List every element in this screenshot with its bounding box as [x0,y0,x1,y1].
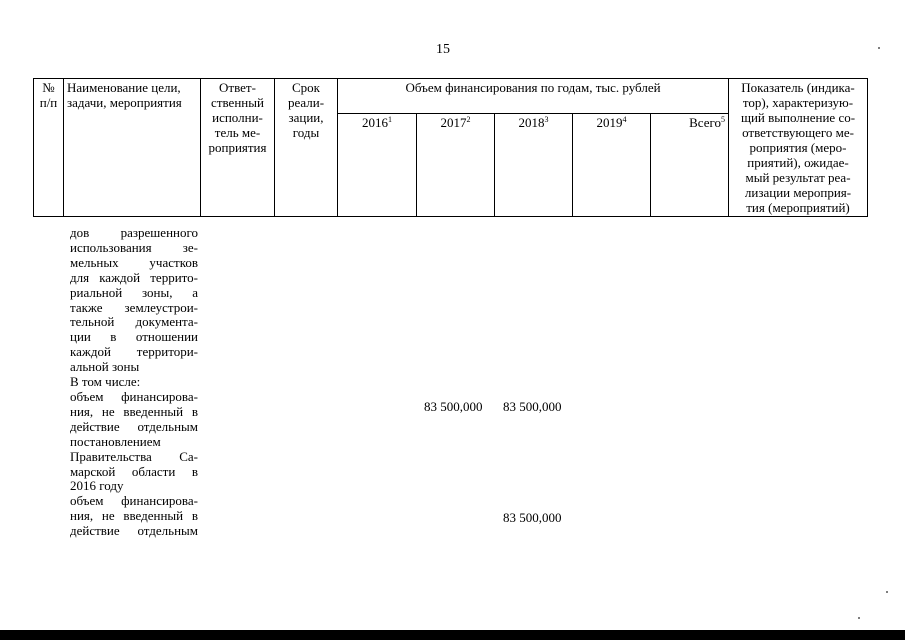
header-indicator: Показатель (индика- тор), характеризую- щий выполнение со- ответствующего ме- роприятия (меро- приятий), ожидае- мый результат реа- лизации мероприя- тия (мероприятий) [729,79,868,217]
header-year-2019: 2019$^4$ [573,114,651,217]
description-line: альной зоны [70,359,140,375]
header-year-2017: 2017$^2$ [417,114,495,217]
description-line: Правительства Са- [70,448,198,464]
scan-border [0,630,905,640]
description-line: тельной документа- [70,314,198,330]
description-line: объем финансирова- [70,388,198,404]
description-line: также землеустрои- [70,299,198,315]
description-line: мельных участков [70,254,198,270]
description-line: использования зе- [70,239,198,255]
header-funding: Объем финансирования по годам, тыс. рублей [338,79,729,114]
description-line: для каждой террито- [70,269,198,285]
description-line: марской области в [70,463,198,479]
page-number: 15 [436,42,450,57]
description-line: 2016 году [70,478,124,494]
scan-speck [878,47,880,49]
scan-speck [858,617,860,619]
header-year-2016: 2016$^1$ [338,114,417,217]
description-line: действие отдельным [70,418,198,434]
header-responsible: Ответ- ственный исполни- тель ме- роприятия [201,79,275,217]
description-line: ции в отношении [70,329,198,345]
description-line: каждой территори- [70,344,198,360]
header-year-2018: 2018$^3$ [495,114,573,217]
description-line: дов разрешенного [70,225,198,240]
description-line: объем финансирова- [70,493,198,509]
amount-2017: 83 500,000 [424,399,483,414]
description-line: риальной зоны, а [70,284,198,300]
description-line: ния, не введенный в [70,403,198,419]
description-line: действие отдельным [70,523,198,539]
amount-2018-second: 83 500,000 [503,510,562,525]
header-total: Всего$^5$ [651,114,729,217]
description-line: В том числе: [70,374,141,390]
funding-table [33,78,868,217]
header-num: № п/п [34,79,64,217]
header-term: Срок реали- зации, годы [275,79,338,217]
description-line: ния, не введенный в [70,508,198,524]
scan-speck [886,591,888,593]
amount-2018: 83 500,000 [503,399,562,414]
header-name: Наименование цели, задачи, мероприятия [64,79,201,217]
measure-description [70,226,198,539]
description-line: постановлением [70,433,161,449]
